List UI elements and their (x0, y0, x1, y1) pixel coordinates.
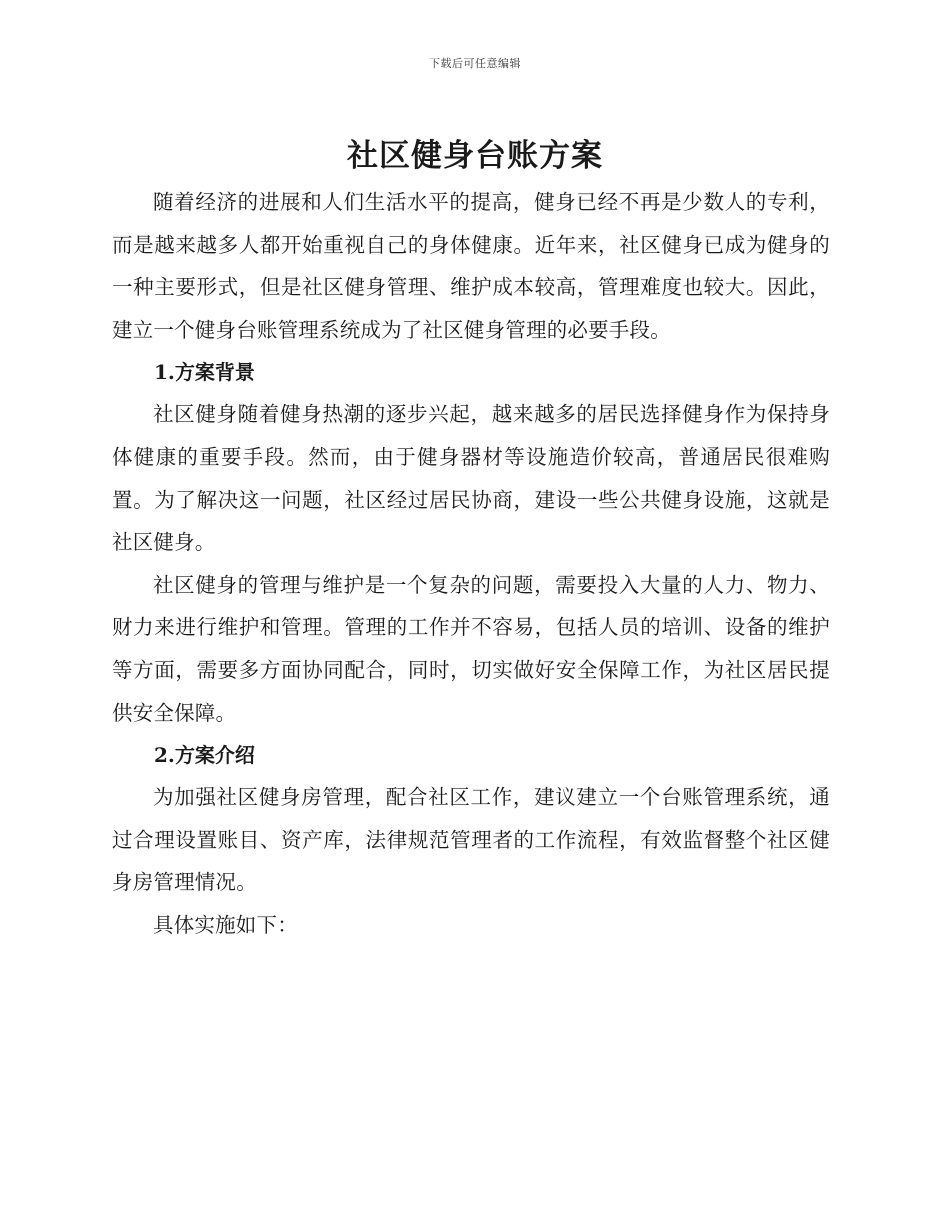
section-heading-introduction: 2.方案介绍 (154, 743, 255, 768)
background-paragraph-2: 社区健身的管理与维护是一个复杂的问题，需要投入大量的人力、物力、财力来进行维护和管理。管理的工作并不容易，包括人员的培训、设备的维护等方面，需要多方面协同配合，同时，切实做好安全保障工作，为社区居民提供安全保障。 (112, 572, 830, 725)
document-body (112, 181, 830, 947)
section-heading-background: 1.方案背景 (154, 360, 255, 385)
introduction-paragraph-1: 为加强社区健身房管理，配合社区工作，建议建立一个台账管理系统，通过合理设置账目、资产库，法律规范管理者的工作流程，有效监督整个社区健身房管理情况。 (112, 785, 830, 895)
intro-paragraph: 随着经济的进展和人们生活水平的提高，健身已经不再是少数人的专利，而是越来越多人都开始重视自己的身体健康。近年来，社区健身已成为健身的一种主要形式，但是社区健身管理、维护成本较高，管理难度也较大。因此，建立一个健身台账管理系统成为了社区健身管理的必要手段。 (112, 190, 830, 342)
document-title: 社区健身台账方案 (347, 138, 603, 174)
header-note: 下载后可任意编辑 (429, 57, 521, 70)
introduction-paragraph-2: 具体实施如下： (153, 912, 298, 937)
background-paragraph-1: 社区健身随着健身热潮的逐步兴起，越来越多的居民选择健身作为保持身体健康的重要手段。然而，由于健身器材等设施造价较高，普通居民很难购置。为了解决这一问题，社区经过居民协商，建设一些公共健身设施，这就是社区健身。 (112, 402, 830, 555)
